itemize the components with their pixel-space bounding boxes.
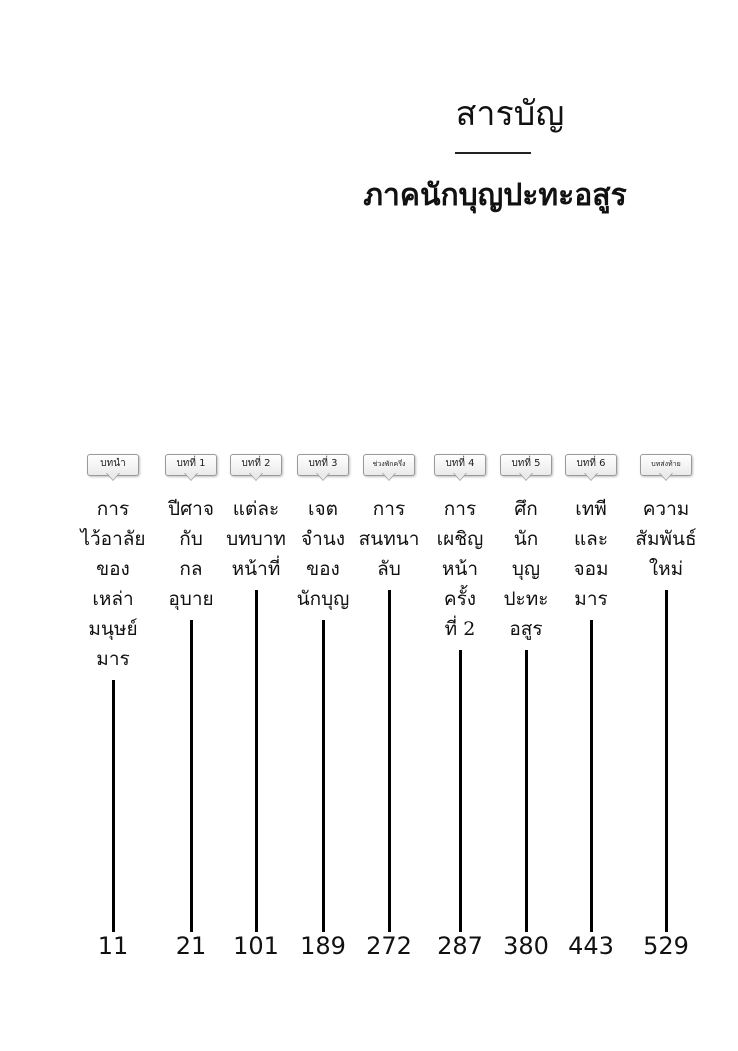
page-number: 11 bbox=[97, 932, 129, 960]
chapter-title-line: นักบุญ bbox=[296, 588, 350, 610]
section-subtitle: ภาคนักบุญปะทะอสูร bbox=[363, 178, 627, 213]
bubble-tail-fill bbox=[660, 473, 672, 480]
chapter-badge bbox=[230, 454, 282, 480]
bubble-tail-fill bbox=[185, 473, 197, 480]
chapter-title-line: ศึก bbox=[514, 498, 538, 520]
bubble-tail-fill bbox=[454, 473, 466, 480]
chapter-title-line: สนทนา bbox=[358, 528, 420, 550]
chapter-title-line: ปะทะ bbox=[503, 588, 549, 610]
chapter-title bbox=[69, 494, 157, 674]
leader-line bbox=[322, 620, 325, 932]
page-number: 529 bbox=[643, 932, 689, 960]
leader-line bbox=[388, 590, 391, 932]
chapter-badge-label: บทที่ 4 bbox=[445, 458, 475, 469]
chapter-title-line: การ bbox=[96, 498, 130, 520]
chapter-title-line: และ bbox=[573, 528, 609, 550]
chapter-badge bbox=[363, 454, 415, 480]
chapter-title-line: การ bbox=[443, 498, 477, 520]
chapter-title-line: มาร bbox=[96, 648, 130, 670]
chapter-title-line: กล bbox=[179, 558, 203, 580]
chapter-title-line: แต่ละ bbox=[232, 498, 280, 520]
bubble-tail-fill bbox=[520, 473, 532, 480]
leader-line bbox=[459, 650, 462, 932]
chapter-title-line: มนุษย์ bbox=[88, 618, 138, 640]
chapter-title-line: อสูร bbox=[509, 618, 543, 640]
bubble-tail-fill bbox=[585, 473, 597, 480]
chapter-title-line: มาร bbox=[574, 588, 608, 610]
leader-line bbox=[190, 620, 193, 932]
chapter-badge-label: บทที่ 2 bbox=[241, 458, 271, 469]
chapter-title-line: ของ bbox=[96, 558, 130, 580]
chapter-title-line: ไว้อาลัย bbox=[80, 528, 146, 550]
chapter-badge-label: บทที่ 5 bbox=[511, 458, 541, 469]
chapter-title-line: บุญ bbox=[511, 558, 541, 580]
chapter-badge bbox=[434, 454, 486, 480]
chapter-title-line: สัมพันธ์ bbox=[635, 528, 697, 550]
leader-line bbox=[590, 620, 593, 932]
chapter-title-line: ของ bbox=[306, 558, 340, 580]
chapter-badge-label: บทนำ bbox=[100, 458, 126, 469]
chapter-title-line: ใหม่ bbox=[648, 558, 684, 580]
bubble-tail-fill bbox=[107, 473, 119, 480]
page-number: 380 bbox=[503, 932, 549, 960]
chapter-badge-label: บทส่งท้าย bbox=[651, 460, 681, 468]
chapter-badge bbox=[87, 454, 139, 480]
leader-line bbox=[112, 680, 115, 932]
page-number: 21 bbox=[175, 932, 207, 960]
chapter-title bbox=[622, 494, 710, 584]
page-number: 287 bbox=[437, 932, 483, 960]
chapter-title-line: เหล่า bbox=[92, 588, 134, 610]
bubble-tail-fill bbox=[317, 473, 329, 480]
chapter-title-line: นัก bbox=[513, 528, 539, 550]
bubble-tail-fill bbox=[383, 473, 395, 480]
chapter-title-line: จอม bbox=[573, 558, 609, 580]
chapter-badge-label: บทที่ 6 bbox=[576, 458, 606, 469]
page-number: 272 bbox=[366, 932, 412, 960]
page-number: 189 bbox=[300, 932, 346, 960]
bubble-tail-fill bbox=[250, 473, 262, 480]
leader-line bbox=[525, 650, 528, 932]
chapter-title-line: อุบาย bbox=[168, 588, 214, 610]
chapter-title-line: ที่ 2 bbox=[444, 618, 476, 640]
chapter-badge-label: บทที่ 3 bbox=[308, 458, 338, 469]
chapter-title-line: เจต bbox=[308, 498, 338, 520]
chapter-title-line: ปีศาจ bbox=[168, 498, 214, 520]
chapter-badge bbox=[640, 454, 692, 480]
chapter-title-line: หน้าที่ bbox=[231, 558, 281, 580]
page-number: 101 bbox=[233, 932, 279, 960]
chapter-title-line: จำนง bbox=[300, 528, 346, 550]
chapter-badge bbox=[500, 454, 552, 480]
chapter-title-line: บทบาท bbox=[226, 528, 286, 550]
chapter-title-line: ครั้ง bbox=[443, 588, 477, 610]
chapter-badge bbox=[565, 454, 617, 480]
chapter-title-line: ความ bbox=[642, 498, 690, 520]
chapter-title-line: เทพี bbox=[575, 498, 607, 520]
chapter-title-line: หน้า bbox=[441, 558, 479, 580]
chapter-badge-label: ช่วงพักครึ่ง bbox=[372, 460, 406, 468]
chapter-badge bbox=[297, 454, 349, 480]
page-number: 443 bbox=[568, 932, 614, 960]
chapter-badge bbox=[165, 454, 217, 480]
page-title: สารบัญ bbox=[455, 94, 565, 134]
chapter-title-line: การ bbox=[372, 498, 406, 520]
leader-line bbox=[665, 590, 668, 932]
leader-line bbox=[255, 590, 258, 932]
chapter-badge-label: บทที่ 1 bbox=[176, 458, 206, 469]
chapter-title-line: กับ bbox=[179, 528, 203, 550]
chapter-title-line: ลับ bbox=[377, 558, 401, 580]
chapter-title-line: เผชิญ bbox=[436, 528, 484, 550]
